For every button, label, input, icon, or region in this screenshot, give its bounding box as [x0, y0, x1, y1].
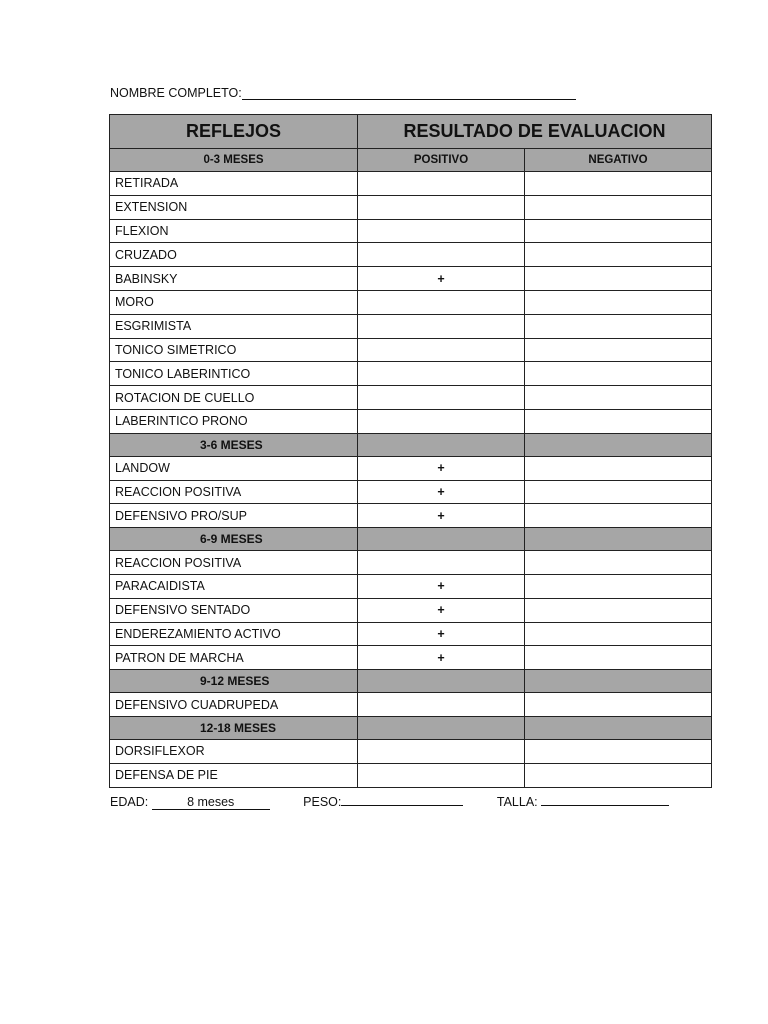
positivo-cell[interactable]	[358, 243, 525, 267]
table-row	[110, 598, 712, 622]
reflex-name-cell: TONICO SIMETRICO	[110, 338, 358, 362]
peso-value	[341, 791, 463, 806]
age-group-row	[110, 433, 712, 456]
negativo-cell[interactable]	[525, 338, 712, 362]
positivo-cell[interactable]	[358, 551, 525, 575]
col-positivo-header: POSITIVO	[358, 149, 525, 172]
talla-label: TALLA:	[496, 795, 538, 809]
negativo-cell[interactable]	[525, 551, 712, 575]
reflex-name-cell: DEFENSIVO CUADRUPEDA	[110, 693, 358, 717]
table-row	[110, 243, 712, 267]
edad-field	[110, 795, 270, 810]
positivo-cell[interactable]	[358, 219, 525, 243]
table-row	[110, 551, 712, 575]
talla-field	[497, 791, 669, 809]
positivo-cell[interactable]: +	[358, 504, 525, 528]
table-row	[110, 195, 712, 219]
nombre-label: NOMBRE COMPLETO:	[110, 86, 242, 100]
reflex-name-cell: RETIRADA	[110, 172, 358, 196]
table-row	[110, 172, 712, 196]
positivo-cell[interactable]	[358, 693, 525, 717]
positivo-cell[interactable]: +	[358, 574, 525, 598]
reflex-name-cell: BABINSKY	[110, 267, 358, 291]
table-row	[110, 739, 712, 763]
table-row	[110, 622, 712, 646]
reflexes-table	[109, 114, 712, 788]
table-row	[110, 409, 712, 433]
positivo-cell[interactable]: +	[358, 622, 525, 646]
table-row	[110, 267, 712, 291]
table-row	[110, 386, 712, 410]
peso-label: PESO:	[303, 795, 342, 809]
nombre-blank-line	[242, 86, 576, 100]
age-group-positivo-cell	[358, 716, 525, 739]
table-row	[110, 504, 712, 528]
peso-field	[303, 791, 463, 809]
positivo-cell[interactable]	[358, 386, 525, 410]
age-group-row	[110, 149, 712, 172]
edad-value: 8 meses	[152, 795, 270, 810]
positivo-cell[interactable]	[358, 290, 525, 314]
table-title-row	[110, 115, 712, 149]
reflex-name-cell: MORO	[110, 290, 358, 314]
reflex-name-cell: DEFENSIVO PRO/SUP	[110, 504, 358, 528]
age-group-row	[110, 528, 712, 551]
table-row	[110, 314, 712, 338]
table-row	[110, 338, 712, 362]
table-row	[110, 574, 712, 598]
reflex-name-cell: ESGRIMISTA	[110, 314, 358, 338]
col-reflejos-header: REFLEJOS	[110, 115, 358, 149]
reflex-name-cell: EXTENSION	[110, 195, 358, 219]
table-row	[110, 456, 712, 480]
negativo-cell[interactable]	[525, 314, 712, 338]
reflex-name-cell: TONICO LABERINTICO	[110, 362, 358, 386]
negativo-cell[interactable]	[525, 739, 712, 763]
negativo-cell[interactable]	[525, 646, 712, 670]
age-group-row	[110, 716, 712, 739]
age-group-label: 6-9 MESES	[110, 528, 358, 551]
reflex-name-cell: FLEXION	[110, 219, 358, 243]
positivo-cell[interactable]	[358, 763, 525, 787]
negativo-cell[interactable]	[525, 243, 712, 267]
table-row	[110, 693, 712, 717]
reflex-name-cell: DORSIFLEXOR	[110, 739, 358, 763]
reflex-name-cell: REACCION POSITIVA	[110, 480, 358, 504]
col-resultado-header: RESULTADO DE EVALUACION	[358, 115, 712, 149]
negativo-cell[interactable]	[525, 622, 712, 646]
table-row	[110, 362, 712, 386]
age-group-label: 3-6 MESES	[110, 433, 358, 456]
reflex-name-cell: PARACAIDISTA	[110, 574, 358, 598]
reflex-name-cell: ENDEREZAMIENTO ACTIVO	[110, 622, 358, 646]
reflex-name-cell: LABERINTICO PRONO	[110, 409, 358, 433]
negativo-cell[interactable]	[525, 172, 712, 196]
age-group-row	[110, 670, 712, 693]
name-field-row	[110, 86, 576, 100]
talla-value	[541, 791, 669, 806]
negativo-cell[interactable]	[525, 362, 712, 386]
edad-label: EDAD:	[110, 795, 149, 809]
negativo-cell[interactable]	[525, 574, 712, 598]
table-row	[110, 290, 712, 314]
age-group-positivo-cell	[358, 670, 525, 693]
positivo-cell[interactable]	[358, 338, 525, 362]
table-row	[110, 480, 712, 504]
positivo-cell[interactable]: +	[358, 456, 525, 480]
positivo-cell[interactable]: +	[358, 598, 525, 622]
age-group-negativo-cell	[525, 433, 712, 456]
positivo-cell[interactable]	[358, 195, 525, 219]
negativo-cell[interactable]	[525, 693, 712, 717]
reflex-name-cell: DEFENSA DE PIE	[110, 763, 358, 787]
positivo-cell[interactable]	[358, 314, 525, 338]
age-group-negativo-cell	[525, 528, 712, 551]
negativo-cell[interactable]	[525, 480, 712, 504]
reflex-name-cell: DEFENSIVO SENTADO	[110, 598, 358, 622]
age-group-negativo-cell	[525, 670, 712, 693]
age-group-positivo-cell	[358, 433, 525, 456]
positivo-cell[interactable]: +	[358, 480, 525, 504]
footer-fields	[110, 791, 699, 810]
age-group-label: 9-12 MESES	[110, 670, 358, 693]
positivo-cell[interactable]: +	[358, 646, 525, 670]
reflex-name-cell: CRUZADO	[110, 243, 358, 267]
reflex-name-cell: PATRON DE MARCHA	[110, 646, 358, 670]
negativo-cell[interactable]	[525, 195, 712, 219]
negativo-cell[interactable]	[525, 598, 712, 622]
negativo-cell[interactable]	[525, 219, 712, 243]
negativo-cell[interactable]	[525, 290, 712, 314]
positivo-cell[interactable]	[358, 409, 525, 433]
age-group-label: 12-18 MESES	[110, 716, 358, 739]
table-row	[110, 646, 712, 670]
negativo-cell[interactable]	[525, 504, 712, 528]
positivo-cell[interactable]	[358, 362, 525, 386]
age-group-negativo-cell	[525, 716, 712, 739]
negativo-cell[interactable]	[525, 763, 712, 787]
reflex-name-cell: ROTACION DE CUELLO	[110, 386, 358, 410]
positivo-cell[interactable]: +	[358, 267, 525, 291]
negativo-cell[interactable]	[525, 409, 712, 433]
negativo-cell[interactable]	[525, 456, 712, 480]
table-row	[110, 219, 712, 243]
reflex-name-cell: REACCION POSITIVA	[110, 551, 358, 575]
age-group-label: 0-3 MESES	[110, 149, 358, 172]
col-negativo-header: NEGATIVO	[525, 149, 712, 172]
table-row	[110, 763, 712, 787]
age-group-positivo-cell	[358, 528, 525, 551]
negativo-cell[interactable]	[525, 267, 712, 291]
reflex-name-cell: LANDOW	[110, 456, 358, 480]
negativo-cell[interactable]	[525, 386, 712, 410]
positivo-cell[interactable]	[358, 739, 525, 763]
positivo-cell[interactable]	[358, 172, 525, 196]
